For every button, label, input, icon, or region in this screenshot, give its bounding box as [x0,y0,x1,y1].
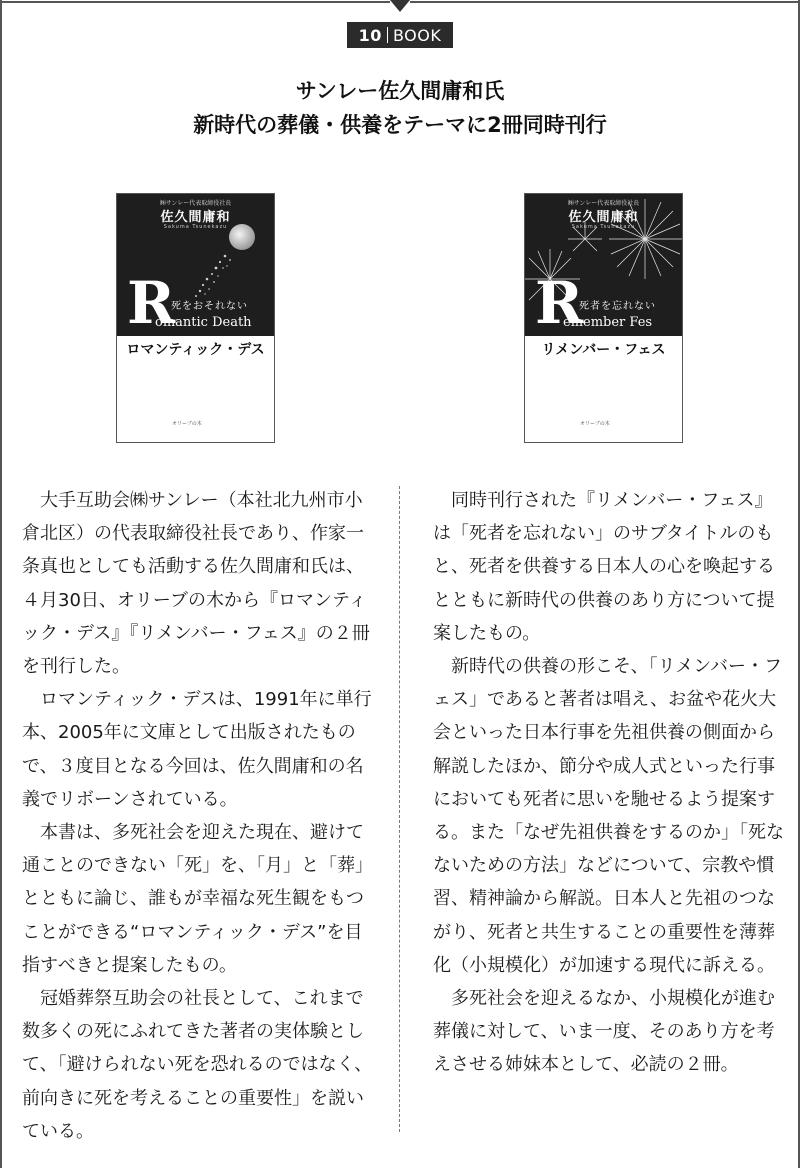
cover-photo-area [117,194,274,336]
section-badge [347,22,453,48]
page-number: 10 [358,25,382,45]
top-rule-left [0,1,390,3]
article-paragraph: ロマンティック・デスは、1991年に単行本、2005年に文庫として出版されたもので、３度目となる今回は、佐久間庸和の名義でリボーンされている。 [22,689,372,810]
top-notch-icon [390,0,410,12]
cover-author-name: 佐久間庸和 [568,210,639,225]
cover-author-roman: Sakuma Tsunekazu [571,224,636,230]
article-headline [0,74,800,142]
headline-line-1: サンレー佐久間庸和氏 [295,79,505,103]
cover-japanese-title: ロマンティック・デス [126,342,265,358]
article-paragraph: 同時刊行された『リメンバー・フェス』は「死者を忘れない」のサブタイトルのもと、死者を供養する日本人の心を喚起するとともに新時代の供養のあり方について提案したもの。 [433,490,775,644]
cover-author-name: 佐久間庸和 [160,210,231,225]
book-cover-remember-fes [524,193,683,443]
cover-publisher: オリーブの木 [172,421,202,427]
cover-publisher: オリーブの木 [580,421,610,427]
cover-big-letter: R [535,269,584,336]
article-column-right [433,484,788,1082]
cover-author-title: ㈱サンレー代表取締役社長 [567,200,640,207]
article-paragraph: 新時代の供養の形こそ、「リメンバー・フェス」であると著者は唱え、お盆や花火大会といった日本行事を先祖供養の側面から解説したほか、節分や成人式といった行事においても死者に思いを馳せるよう提案する。また「なぜ先祖供養をするのか」「死なないための方法」などについて、宗教や慣習、精神論から解説。日本人と先祖のつながり、死者と共生することの重要性を薄葬化（小規模化）が加速する現代に訴える。 [433,656,784,976]
section-label: BOOK [392,25,442,45]
cover-photo-area [525,194,682,336]
cover-big-letter: R [127,269,176,336]
cover-english-title: emember Fes [563,315,653,330]
cover-japanese-title: リメンバー・フェス [541,342,666,358]
column-divider [399,486,400,1132]
article-column-left [22,484,377,1148]
book-cover-romantic-death [116,193,275,443]
top-rule-right [410,1,800,3]
article-paragraph: 冠婚葬祭互助会の社長として、これまで数多くの死にふれてきた著者の実体験として、「避けられない死を恐れるのではなく、前向きに死を考えることの重要性」を説いている。 [22,988,373,1142]
cover-english-title: omantic Death [155,315,252,330]
page-border-left [0,0,2,1168]
cover-subtitle: 死者を忘れない [579,301,656,312]
badge-separator [387,27,388,43]
article-paragraph: 多死社会を迎えるなか、小規模化が進む葬儀に対して、いま一度、そのあり方を考えさせる姉妹本として、必読の２冊。 [433,988,775,1076]
headline-line-2: 新時代の葬儀・供養をテーマに2冊同時刊行 [193,113,607,137]
cover-author-title: ㈱サンレー代表取締役社長 [159,200,232,207]
article-paragraph: 大手互助会㈱サンレー（本社北九州市小倉北区）の代表取締役社長であり、作家一条真也としても活動する佐久間庸和氏は、４月30日、オリーブの木から『ロマンティック・デス』『リメンバー・フェス』の２冊を刊行した。 [22,490,370,678]
article-paragraph: 本書は、多死社会を迎えた現在、避けて通ことのできない「死」を、「月」と「葬」とともに論じ、誰もが幸福な死生観をもつことができる“ロマンティック・デス”を目指すべきと提案したもの。 [22,822,373,976]
cover-author-roman: Sakuma Tsunekazu [163,224,228,230]
cover-subtitle: 死をおそれない [171,301,248,312]
